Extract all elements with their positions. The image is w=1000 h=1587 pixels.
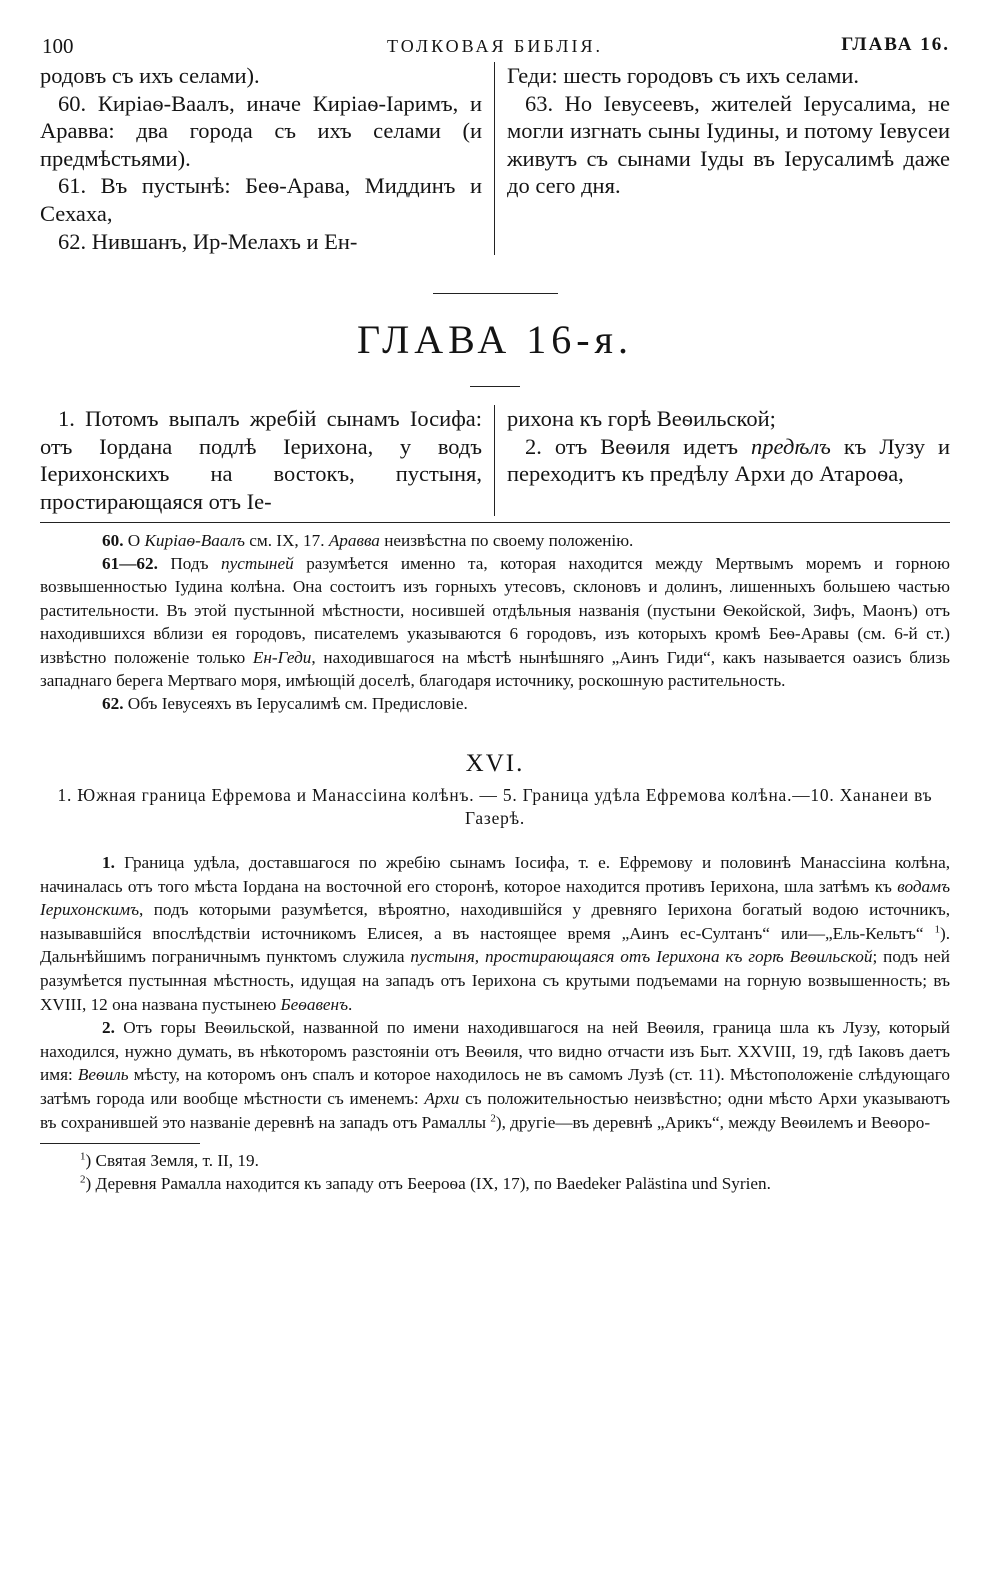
verse-59-end: родовъ съ ихъ селами). (40, 63, 260, 88)
footnotes (40, 1149, 950, 1195)
commentary-62: 62. Объ Іевусеяхъ въ Іерусалимѣ см. Предисловіе. (102, 694, 468, 714)
footnote-rule (40, 1143, 200, 1144)
commentary-61-62: 61—62. Подъ пустыней разумѣется именно та, которая находится между Мертвымъ моремъ и горною возвышенностью Іудина колѣна. Она состоитъ изъ горныхъ утесовъ, склоновъ и долинъ, лишенныхъ большею частью растительности. Въ этой пустынной мѣстности, носившей отдѣльныя названія (пустыни Ѳекойской, Зифъ, Маонъ) отъ находившихся вблизи ея городовъ, писателемъ указываются 6 городовъ, изъ которыхъ кромѣ Беѳ-Аравы (см. 6-й ст.) извѣстно положеніе только Ен-Геди, находившагося на мѣстѣ нынѣшняго „Аинъ Гиди“, какъ называется оазисъ близь западнаго берега Мертваго моря, имѣющій доселѣ, благодаря источнику, роскошную растительность. (40, 553, 950, 690)
top-verse-columns (40, 62, 950, 255)
verse-61: 61. Въ пустынѣ: Беѳ-Арава, Миддинъ и Сехаха, (40, 173, 482, 226)
verse-1: 1. Потомъ выпалъ жребій сынамъ Іосифа: отъ Іордана подлѣ Іерихона, у водъ Іерихонскихъ на востокъ, пустыня, простирающаяся отъ Іе- (40, 406, 483, 514)
verse-2: 2. отъ Веѳиля идетъ предѣлъ къ Лузу и переходитъ къ предѣлу Архи до Атароѳа, (507, 433, 950, 487)
running-head (40, 28, 950, 62)
verse-62: 62. Нившанъ, Ир-Мелахъ и Ен- (58, 228, 358, 254)
verse-number: 60. (58, 90, 87, 116)
verse-1-end: рихона къ горѣ Веѳильской; (507, 406, 776, 432)
running-title: ТОЛКОВАЯ БИБЛІЯ. (387, 36, 603, 56)
verse-number: 61. (58, 173, 87, 199)
chapter-verse-columns (40, 405, 950, 515)
verse-number: 1. (58, 406, 75, 432)
footnote-mark: 1 (934, 923, 940, 936)
top-left-column (40, 62, 495, 255)
verse-63: 63. Но Іевусеевъ, жителей Іерусалима, не могли изгнать сыны Іудины, и потому Іевусеи живутъ съ сынами Іуды въ Іерусалимѣ даже до сего дня. (507, 90, 950, 199)
footnote-mark: 2 (490, 1111, 496, 1124)
commentary-60: 60. О Киріаѳ-Ваалъ см. IX, 17. Аравва неизвѣстна по своему положенію. (102, 530, 634, 550)
verse-60: 60. Киріаѳ-Ваалъ, иначе Киріаѳ-Іаримъ, и Аравва: два города съ ихъ селами (и предмѣстьями). (40, 90, 482, 171)
chapter-left-column (40, 405, 495, 515)
footnote-2: $^2$) Деревня Рамалла находится къ западу отъ Беероѳа (IX, 17), по Baedeker Palästina und Syrien. (80, 1173, 771, 1194)
running-chapter: ГЛАВА 16. (841, 34, 950, 55)
commentary-verse-2: 2. Отъ горы Веѳильской, названной по имени находившагося на ней Веѳиля, граница шла къ Лузу, который находился, нужно думать, въ нѣкоторомъ разстояніи отъ Веѳиля, что видно отчасти изъ Быт. XXVIII, 19, гдѣ Іаковъ даетъ имя: Веѳиль мѣсту, на которомъ онъ спалъ и которое находилось не въ самомъ Лузѣ (ст. 11). Мѣстоположеніе слѣдующаго затѣмъ города или вообще мѣстности съ именемъ: Архи съ положительностью неизвѣстно; одни мѣсто Архи указываютъ въ сохранившей это названіе деревнѣ на западъ отъ Рамаллы $^2$), другіе—въ деревнѣ „Арикъ“, между Веѳилемъ и Веѳоро- (40, 1018, 950, 1132)
book-page (40, 28, 950, 1195)
divider-rule-small (470, 386, 520, 387)
divider-rule (433, 293, 558, 294)
commentary-body (40, 851, 950, 1134)
commentary-verse-1: 1. Граница удѣла, доставшагося по жребію сынамъ Іосифа, т. е. Ефремову и половинѣ Манассіина колѣна, начиналась отъ того мѣста Іордана на восточной его сторонѣ, которое находится противъ Іерихона, шла затѣмъ къ водамъ Іерихонскимъ, подъ которыми разумѣется, вѣроятно, находившійся у древняго Іерихона богатый водою источникъ, называвшійся впослѣдствіи источникомъ Елисея, а въ настоящее время „Аинъ ес-Султанъ“ или—„Ель-Кельтъ“ $^1$). Дальнѣйшимъ пограничнымъ пунктомъ служила пустыня, простирающаяся отъ Іерихона къ горѣ Веѳильской; подъ ней разумѣется пустынная мѣстность, идущая на западъ отъ Іерихона съ крутыми подъемами на горную возвышенность; въ XVIII, 12 она названа пустынею Беѳавенъ. (40, 852, 950, 1014)
section-number: XVI. (465, 749, 525, 777)
verse-62-end: Геди: шесть городовъ съ ихъ селами. (507, 63, 860, 88)
top-right-column (495, 62, 950, 255)
footnote-1: $^1$) Святая Земля, т. II, 19. (80, 1150, 259, 1171)
section-summary: 1. Южная граница Ефремова и Манассіина колѣнъ. — 5. Граница удѣла Ефремова колѣна.—10. Хананеи въ Газерѣ. (57, 784, 933, 829)
chapter-right-column (495, 405, 950, 515)
verse-number: 63. (525, 90, 554, 116)
verse-number: 2. (525, 433, 542, 459)
page-number: 100 (42, 34, 74, 58)
commentary-block (40, 522, 950, 716)
verse-number: 62. (58, 228, 87, 254)
chapter-heading: ГЛАВА 16-я. (357, 317, 633, 363)
